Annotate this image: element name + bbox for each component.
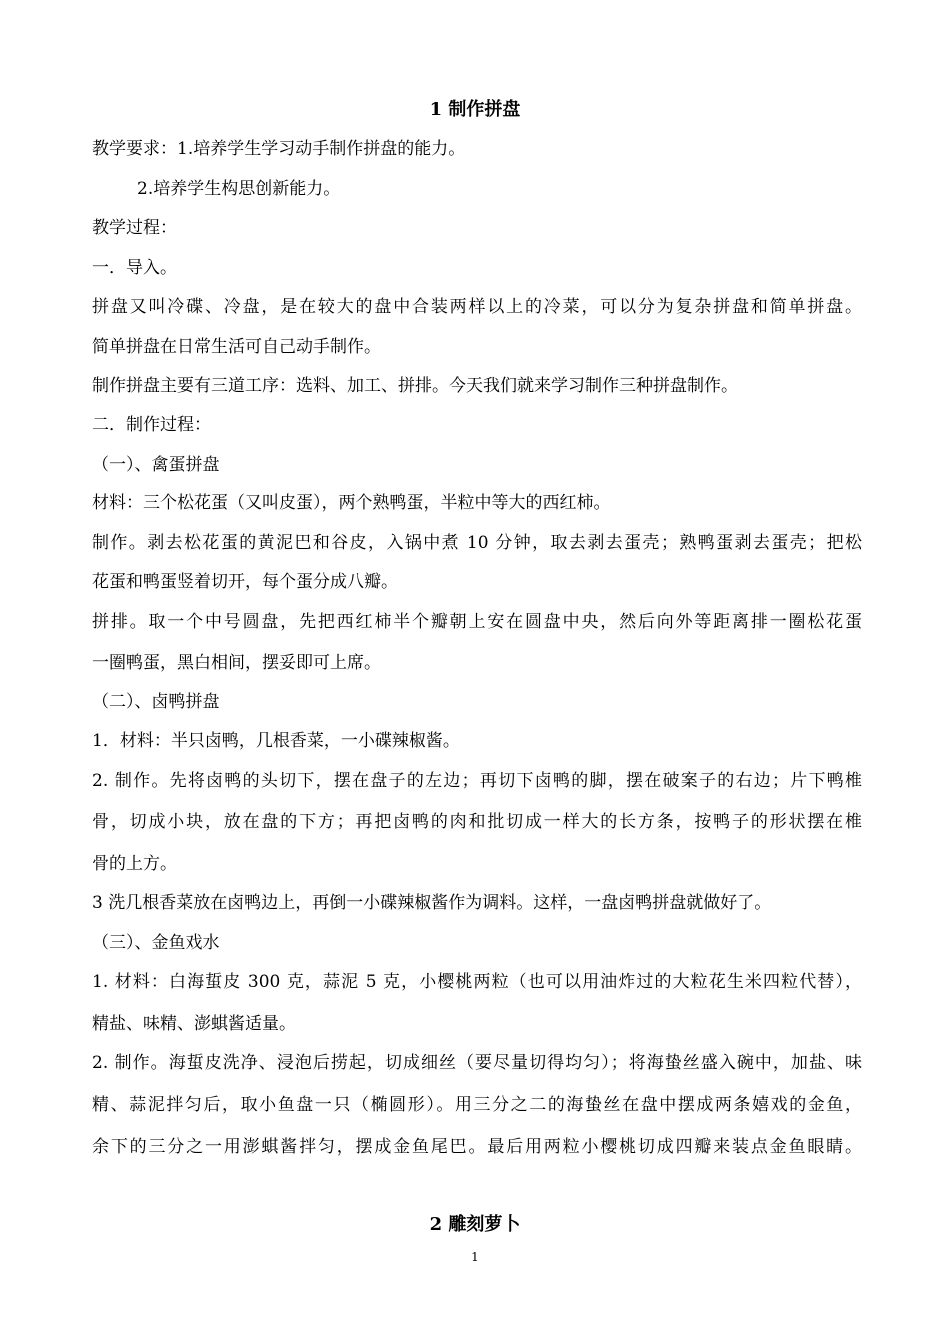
paragraph-line: 精、蒜泥拌匀后，取小鱼盘一只（椭圆形）。用三分之二的海蛰丝在盘中摆成两条嬉戏的金鱼， <box>92 1095 862 1115</box>
subsection-heading: （二）、卤鸭拼盘 <box>92 692 220 712</box>
paragraph-line: 一．导入。 <box>92 258 177 278</box>
paragraph-line: 3 洗几根香菜放在卤鸭边上，再倒一小碟辣椒酱作为调料。这样，一盘卤鸭拼盘就做好了。 <box>92 893 772 913</box>
paragraph-line: 余下的三分之一用澎蜞酱拌匀，摆成金鱼尾巴。最后用两粒小樱桃切成四瓣来装点金鱼眼睛。 <box>92 1137 862 1157</box>
paragraph-line: 二．制作过程： <box>92 415 211 435</box>
paragraph-line: 拼排。取一个中号圆盘，先把西红柿半个瓣朝上安在圆盘中央，然后向外等距离排一圈松花蛋 <box>92 612 862 632</box>
paragraph-line: 一圈鸭蛋，黑白相间，摆妥即可上席。 <box>92 653 381 673</box>
paragraph-line: 骨，切成小块，放在盘的下方；再把卤鸭的肉和批切成一样大的长方条，按鸭子的形状摆在椎 <box>92 812 862 832</box>
paragraph-line: 1. 材料：白海蜇皮 300 克，蒜泥 5 克，小樱桃两粒（也可以用油炸过的大粒花生米四粒代替）， <box>92 972 862 992</box>
paragraph-line: 1．材料：半只卤鸭，几根香菜，一小碟辣椒酱。 <box>92 731 460 751</box>
section-heading-2: 2 雕刻萝卜 <box>429 1214 521 1235</box>
paragraph-line: 教学过程： <box>92 218 177 238</box>
paragraph-line: 2.培养学生构思创新能力。 <box>137 179 341 199</box>
subsection-heading: （三）、金鱼戏水 <box>92 933 220 953</box>
paragraph-line: 教学要求：1.培养学生学习动手制作拼盘的能力。 <box>92 139 466 159</box>
page-number: 1 <box>471 1250 479 1264</box>
paragraph-line: 制作。剥去松花蛋的黄泥巴和谷皮，入锅中煮 10 分钟，取去剥去蛋壳；熟鸭蛋剥去蛋壳；把松 <box>92 533 862 553</box>
paragraph-line: 骨的上方。 <box>92 854 177 874</box>
paragraph-line: 花蛋和鸭蛋竖着切开，每个蛋分成八瓣。 <box>92 572 398 592</box>
subsection-heading: （一）、禽蛋拼盘 <box>92 455 220 475</box>
paragraph-line: 材料：三个松花蛋（又叫皮蛋），两个熟鸭蛋，半粒中等大的西红柿。 <box>92 493 611 513</box>
paragraph-line: 2. 制作。海蜇皮洗净、浸泡后捞起，切成细丝（要尽量切得均匀）；将海蛰丝盛入碗中，加盐、味 <box>92 1053 862 1073</box>
paragraph-line: 制作拼盘主要有三道工序：选料、加工、拼排。今天我们就来学习制作三种拼盘制作。 <box>92 376 738 396</box>
paragraph-line: 2. 制作。先将卤鸭的头切下，摆在盘子的左边；再切下卤鸭的脚，摆在破案子的右边；片下鸭椎 <box>92 771 862 791</box>
paragraph-line: 拼盘又叫冷碟、冷盘，是在较大的盘中合装两样以上的冷菜，可以分为复杂拼盘和简单拼盘。 <box>92 297 862 317</box>
section-heading-1: 1 制作拼盘 <box>429 99 521 120</box>
paragraph-line: 精盐、味精、澎蜞酱适量。 <box>92 1014 296 1034</box>
paragraph-line: 简单拼盘在日常生活可自己动手制作。 <box>92 337 381 357</box>
